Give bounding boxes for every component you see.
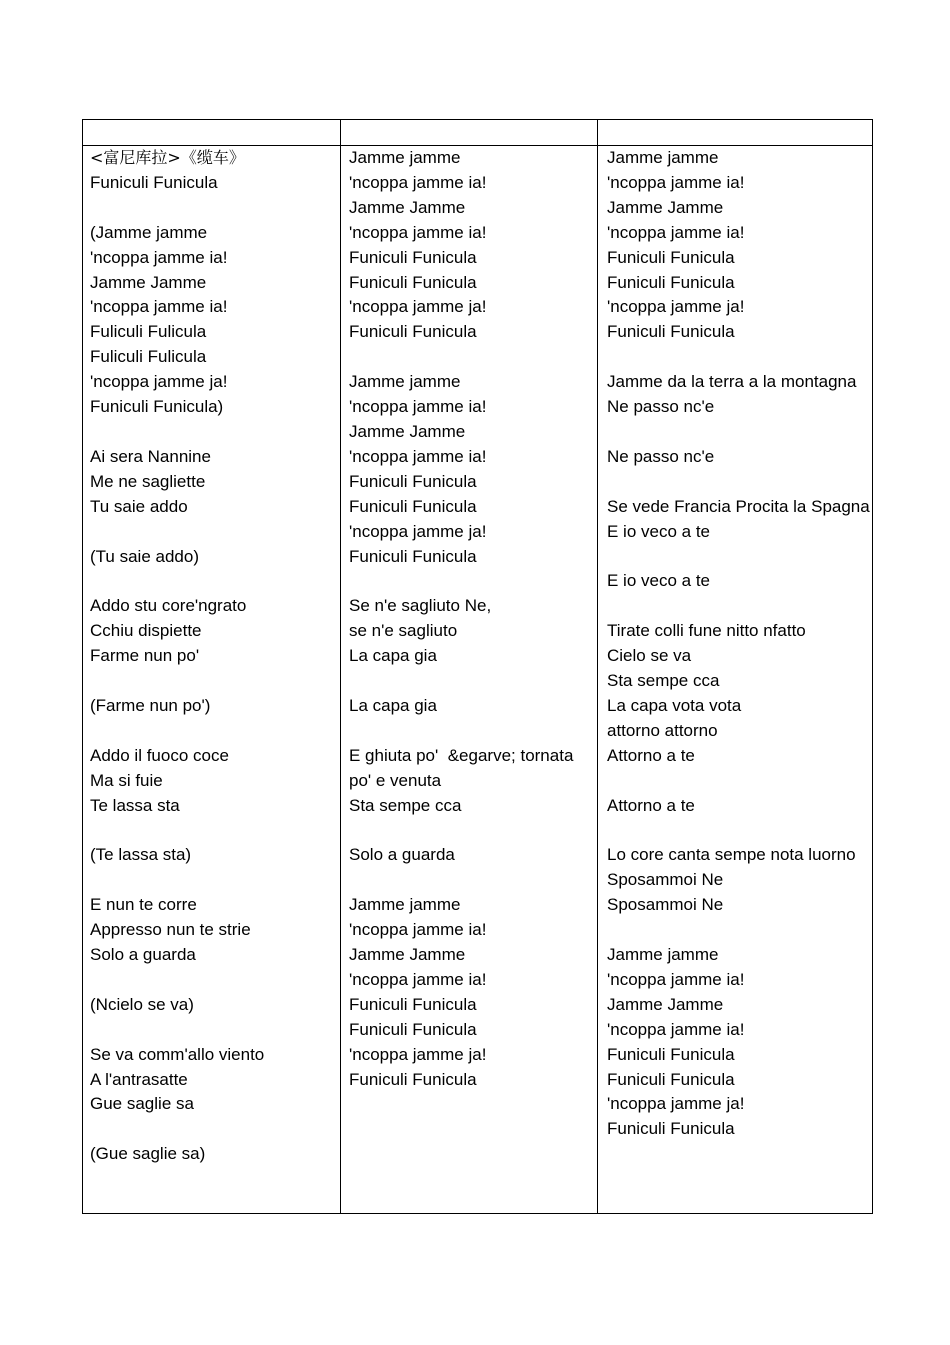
lyric-line: Funiculi Funicula xyxy=(349,546,477,566)
lyric-line: Jamme jamme xyxy=(349,895,461,915)
lyric-line: Lo core canta sempe nota luorno xyxy=(607,845,856,865)
lyric-line: Gue saglie sa xyxy=(90,1094,194,1114)
lyric-line: 'ncoppa jamme ia! xyxy=(90,297,228,317)
lyric-line xyxy=(607,769,870,794)
lyric-line: Funiculi Funicula xyxy=(349,471,477,491)
lyric-line: Jamme Jamme xyxy=(349,197,466,217)
lyric-line: Funiculi Funicula xyxy=(349,1019,477,1039)
lyric-line: Funiculi Funicula xyxy=(349,322,477,342)
lyric-line xyxy=(90,420,264,445)
lyric-line: se n'e sagliuto xyxy=(349,621,458,641)
lyric-line xyxy=(90,719,264,744)
column-3-lines xyxy=(607,146,870,1142)
lyric-line xyxy=(90,569,264,594)
lyric-line xyxy=(90,1117,264,1142)
lyrics-column-1 xyxy=(90,146,264,1167)
lyric-line xyxy=(607,470,870,495)
lyric-line: 'ncoppa jamme ia! xyxy=(349,969,487,989)
lyric-line: 'ncoppa jamme ia! xyxy=(90,247,228,267)
lyric-line: 'ncoppa jamme ia! xyxy=(607,1019,745,1039)
lyric-line: E ghiuta po' &egarve; tornata xyxy=(349,745,574,765)
column-2-lines xyxy=(349,146,573,1092)
lyric-line: A l'antrasatte xyxy=(90,1069,188,1089)
lyric-line: Tirate colli fune nitto nfatto xyxy=(607,621,806,641)
lyric-line: La capa gia xyxy=(349,646,437,666)
lyric-line xyxy=(90,818,264,843)
column-divider-1 xyxy=(340,120,341,1213)
lyric-line: Ne passo nc'e xyxy=(607,397,715,417)
lyric-line: (Jamme jamme xyxy=(90,222,208,242)
lyric-line: 'ncoppa jamme ja! xyxy=(349,1044,487,1064)
lyric-line: La capa vota vota xyxy=(607,695,742,715)
lyric-line: Se va comm'allo viento xyxy=(90,1044,265,1064)
lyric-line: Funiculi Funicula xyxy=(349,247,477,267)
lyric-line xyxy=(349,868,573,893)
lyric-line: 'ncoppa jamme ia! xyxy=(349,172,487,192)
lyric-line: 'ncoppa jamme ja! xyxy=(607,297,745,317)
lyric-line: Funiculi Funicula xyxy=(349,994,477,1014)
lyric-line: 'ncoppa jamme ja! xyxy=(90,372,228,392)
column-1-lines xyxy=(90,171,264,1167)
lyric-line: Fuliculi Fulicula xyxy=(90,322,207,342)
lyric-line: Solo a guarda xyxy=(90,945,196,964)
lyric-line xyxy=(90,520,264,545)
lyric-line xyxy=(607,420,870,445)
lyric-line xyxy=(607,818,870,843)
lyric-line: 'ncoppa jamme ja! xyxy=(349,297,487,317)
lyric-line: Se vede Francia Procita la Spagna xyxy=(607,496,870,516)
lyric-line: La capa gia xyxy=(349,695,437,715)
lyric-line: (Te lassa sta) xyxy=(90,845,192,865)
lyric-line: 'ncoppa jamme ia! xyxy=(349,920,487,940)
lyric-line: Attorno a te xyxy=(607,795,695,815)
lyric-line: Te lassa sta xyxy=(90,795,180,815)
lyric-line xyxy=(349,669,573,694)
lyric-line xyxy=(90,196,264,221)
lyric-line: Cchiu dispiette xyxy=(90,621,202,641)
lyrics-column-3 xyxy=(607,146,870,1142)
lyric-line: Se n'e sagliuto Ne, xyxy=(349,596,492,616)
lyric-line: Fuliculi Fulicula xyxy=(90,347,207,367)
lyric-line: Sta sempe cca xyxy=(349,795,462,815)
lyric-line: Funiculi Funicula xyxy=(349,496,477,516)
lyric-line: Funiculi Funicula xyxy=(349,1069,477,1089)
lyric-line: Appresso nun te strie xyxy=(90,920,251,940)
lyric-line xyxy=(349,569,573,594)
lyric-line: Funiculi Funicula xyxy=(90,172,218,192)
lyric-line: Ne passo nc'e xyxy=(607,446,715,466)
lyric-line: 'ncoppa jamme ia! xyxy=(349,446,487,466)
lyric-line: E io veco a te xyxy=(607,571,711,591)
lyric-line xyxy=(349,345,573,370)
lyric-line: Jamme Jamme xyxy=(349,945,466,964)
lyric-line: Funiculi Funicula xyxy=(607,1119,735,1139)
lyric-line: Jamme Jamme xyxy=(607,994,724,1014)
lyric-line: Sposammoi Ne xyxy=(607,870,724,890)
lyric-line: Ma si fuie xyxy=(90,770,163,790)
lyric-line: Cielo se va xyxy=(607,646,692,666)
lyric-line: Funiculi Funicula xyxy=(607,247,735,267)
lyric-line: Addo stu core'ngrato xyxy=(90,596,247,616)
lyric-line: Tu saie addo xyxy=(90,496,188,516)
lyric-line: Farme nun po' xyxy=(90,646,200,666)
lyrics-table xyxy=(82,119,873,1214)
lyric-line: Jamme jamme xyxy=(607,148,719,167)
lyric-line: Solo a guarda xyxy=(349,845,455,865)
lyric-line: Funiculi Funicula) xyxy=(90,397,224,417)
lyric-line: attorno attorno xyxy=(607,720,718,740)
lyric-line xyxy=(349,719,573,744)
lyric-line xyxy=(90,669,264,694)
lyric-line xyxy=(349,818,573,843)
song-title: <富尼库拉>《缆车》 xyxy=(90,148,245,167)
lyric-line: Jamme jamme xyxy=(349,372,461,392)
lyric-line: 'ncoppa jamme ia! xyxy=(607,222,745,242)
lyric-line: 'ncoppa jamme ia! xyxy=(349,222,487,242)
lyric-line: Sta sempe cca xyxy=(607,671,720,691)
lyric-line: (Tu saie addo) xyxy=(90,546,199,566)
lyric-line: Me ne sagliette xyxy=(90,471,206,491)
lyric-line: (Gue saglie sa) xyxy=(90,1144,206,1164)
lyric-line xyxy=(90,968,264,993)
lyric-line xyxy=(607,918,870,943)
lyric-line: Funiculi Funicula xyxy=(607,1044,735,1064)
lyric-line: po' e venuta xyxy=(349,770,442,790)
lyric-line: 'ncoppa jamme ja! xyxy=(607,1094,745,1114)
lyric-line: Funiculi Funicula xyxy=(349,272,477,292)
lyric-line: 'ncoppa jamme ia! xyxy=(349,397,487,417)
lyric-line xyxy=(90,1018,264,1043)
lyric-line: E io veco a te xyxy=(607,521,711,541)
lyric-line: Jamme da la terra a la montagna xyxy=(607,372,857,392)
lyric-line: Funiculi Funicula xyxy=(607,322,735,342)
lyric-line: Sposammoi Ne xyxy=(607,895,724,915)
lyric-line: (Farme nun po') xyxy=(90,695,211,715)
lyric-line: Jamme Jamme xyxy=(349,421,466,441)
lyric-line: Addo il fuoco coce xyxy=(90,745,229,765)
lyric-line xyxy=(607,545,870,570)
lyric-line: Funiculi Funicula xyxy=(607,272,735,292)
lyric-line xyxy=(90,868,264,893)
lyric-line xyxy=(607,594,870,619)
lyric-line: Funiculi Funicula xyxy=(607,1069,735,1089)
lyrics-column-2 xyxy=(349,146,573,1092)
lyric-line: Jamme jamme xyxy=(607,945,719,964)
lyric-line xyxy=(607,345,870,370)
lyric-line: Jamme jamme xyxy=(349,148,461,167)
lyric-line: Jamme Jamme xyxy=(607,197,724,217)
lyric-line: E nun te corre xyxy=(90,895,197,915)
lyric-line: 'ncoppa jamme ja! xyxy=(349,521,487,541)
lyric-line: Jamme Jamme xyxy=(90,272,207,292)
lyric-line: Ai sera Nannine xyxy=(90,446,211,466)
lyric-line: 'ncoppa jamme ia! xyxy=(607,969,745,989)
lyric-line: 'ncoppa jamme ia! xyxy=(607,172,745,192)
lyric-line: (Ncielo se va) xyxy=(90,994,194,1014)
lyric-line: Attorno a te xyxy=(607,745,695,765)
column-divider-2 xyxy=(597,120,598,1213)
